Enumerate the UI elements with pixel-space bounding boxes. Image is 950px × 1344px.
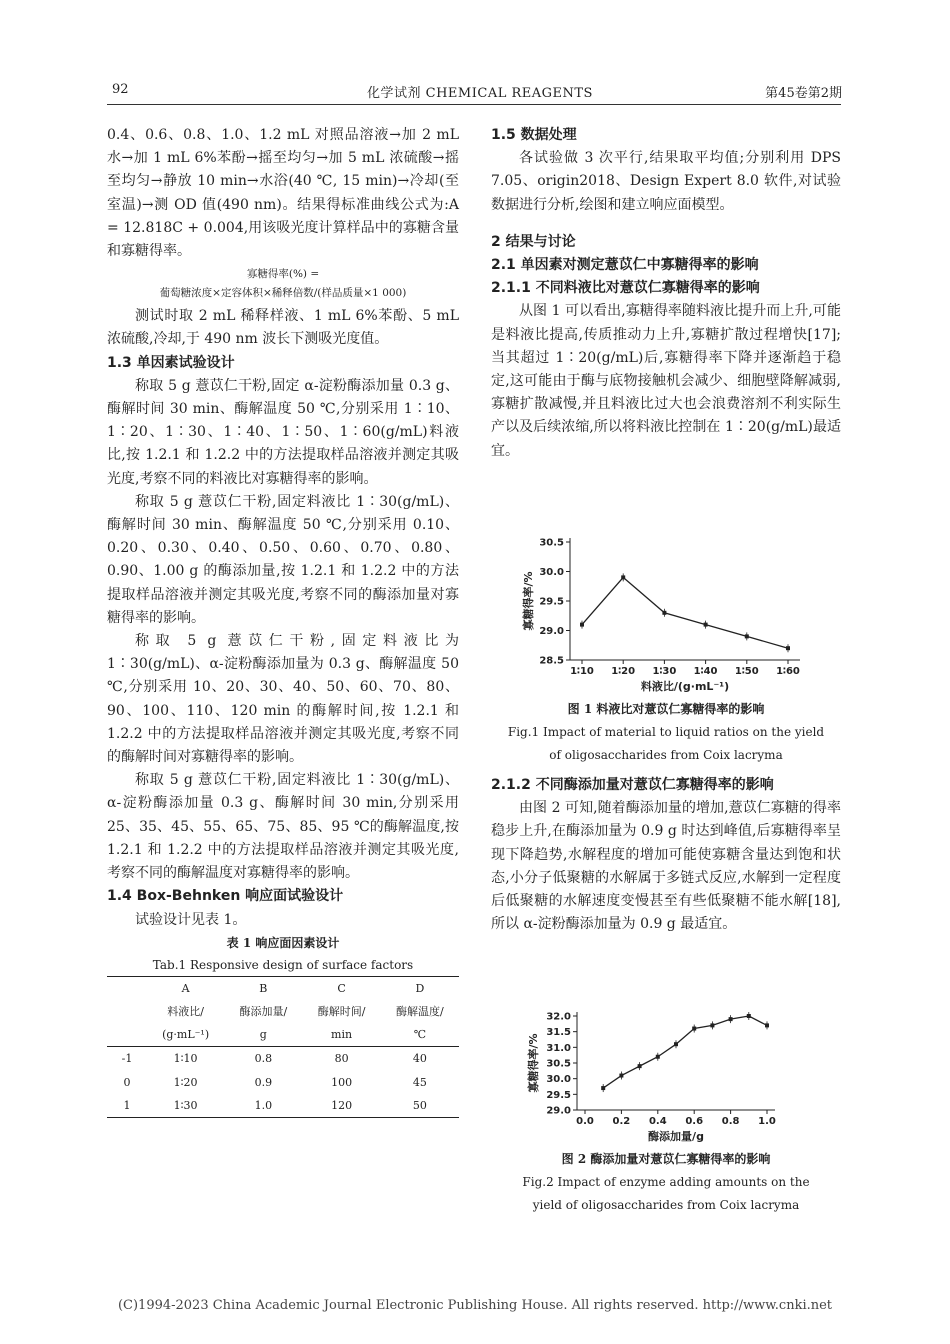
factor-table [107, 976, 459, 1118]
y-tick-label: 29.0 [546, 1105, 571, 1117]
x-tick-label: 0.4 [648, 1116, 667, 1127]
figure-1-caption-en-1: Fig.1 Impact of material to liquid ratios on the yield [507, 725, 825, 739]
x-tick-label: 1∶60 [776, 666, 800, 677]
table-header-cell: ℃ [413, 1028, 426, 1042]
paragraph: 0.4、0.6、0.8、1.0、1.2 mL 对照品溶液→加 2 mL 水→加 1 mL 6%苯酚→摇至均匀→加 5 mL 浓硫酸→摇至均匀→静放 10 min→水浴(40 ℃, 15 min)→冷却(至室温)→测 OD 值(490 nm)。结果得标准曲线公式为:A = 12.818C + 0.004,用该吸光度计算样品中的寡糖含量和寡糖得率。 [107, 127, 459, 260]
x-tick-label: 1∶30 [652, 666, 677, 677]
table-header-cell: D [415, 981, 425, 995]
x-tick-label: 0.0 [576, 1116, 594, 1127]
right-column-top [491, 124, 841, 463]
x-tick-label: 0.2 [612, 1116, 631, 1127]
table-cell: 1 [123, 1098, 131, 1112]
table-header-cell: B [259, 981, 268, 995]
x-tick-label: 1∶20 [611, 666, 636, 677]
paragraph: 各试验做 3 次平行,结果取平均值;分别利用 DPS 7.05、origin2018、Design Expert 8.0 软件,对试验数据进行分析,绘图和建立响应面模型。 [491, 150, 841, 213]
x-tick-label: 1.0 [758, 1116, 776, 1127]
y-tick-label: 30.5 [539, 537, 564, 549]
page-number: 92 [112, 82, 129, 97]
table-header-cell: min [331, 1028, 353, 1042]
y-tick-label: 28.5 [539, 655, 564, 667]
section-heading: 1.3 单因素试验设计 [107, 354, 235, 371]
paragraph: 试验设计见表 1。 [135, 911, 247, 928]
x-axis-title: 酶添加量/g [648, 1130, 704, 1143]
table-cell: 1∶30 [173, 1098, 198, 1112]
table-header-cell: A [181, 981, 190, 995]
journal-name: 化学试剂 CHEMICAL REAGENTS [367, 86, 593, 101]
table-row [107, 1047, 459, 1071]
paragraph: 称取 5 g 薏苡仁干粉,固定料液比 1∶30(g/mL)、α-淀粉酶添加量 0.3 g、酶解时间 30 min,分别采用 25、35、45、55、65、75、85、95 ℃的酶解温度,按 1.2.1 和 1.2.2 中的方法提取样品溶液并测定其吸光度,考察不同的酶解温度对寡糖得率的影响。 [107, 772, 459, 882]
table-header-row [107, 976, 459, 1047]
x-tick-label: 1∶10 [570, 666, 594, 677]
section-heading: 2.1.2 不同酶添加量对薏苡仁寡糖得率的影响 [491, 777, 774, 793]
table-cell: 50 [412, 1098, 427, 1112]
table-cell: -1 [121, 1052, 133, 1066]
table-header-cell: 酶解时间/ [317, 1004, 366, 1018]
table-cell: 0.8 [254, 1052, 273, 1066]
y-tick-label: 29.5 [546, 1089, 571, 1101]
table-cell: 1∶20 [173, 1075, 198, 1089]
x-axis-title: 料液比/(g·mL⁻¹) [640, 680, 730, 693]
header-rule [107, 104, 841, 105]
table-cell: 45 [412, 1075, 427, 1089]
table-cell: 1∶10 [173, 1052, 198, 1066]
y-tick-label: 30.5 [546, 1058, 571, 1070]
copyright-footer: (C)1994-2023 China Academic Journal Electronic Publishing House. All rights reserved. http://www.cnki.net [117, 1298, 833, 1313]
section-heading: 1.5 数据处理 [491, 127, 577, 143]
y-tick-label: 30.0 [546, 1074, 571, 1086]
table-caption-cn: 表 1 响应面因素设计 [226, 935, 340, 950]
formula [107, 265, 459, 303]
y-tick-label: 29.5 [539, 596, 564, 608]
paragraph: 称取 5 g 薏苡仁干粉,固定料液比为 1∶30(g/mL)、α-淀粉酶添加量为 0.3 g、酶解温度 50 ℃,分别采用 10、20、30、40、50、60、70、80、90、100、110、120 min 的酶解时间,按 1.2.1 和 1.2.2 中的方法提取样品溶液并测定其吸光度,考察不同的酶解时间对寡糖得率的影响。 [107, 633, 459, 766]
figure-2-caption-en-2: yield of oligosaccharides from Coix lacryma [532, 1198, 800, 1212]
figure-1-caption-cn: 图 1 料液比对薏苡仁寡糖得率的影响 [567, 702, 765, 716]
table-header-cell: 酶解温度/ [395, 1004, 444, 1018]
table-row [107, 1094, 459, 1118]
table-header-cell: 料液比/ [167, 1004, 204, 1018]
issue-info: 第45卷第2期 [765, 86, 842, 101]
figure-2-caption-en-1: Fig.2 Impact of enzyme adding amounts on the [522, 1175, 810, 1189]
formula-lhs: 寡糖得率(%) = [246, 268, 320, 281]
y-tick-label: 31.5 [546, 1027, 571, 1039]
x-tick-label: 0.6 [685, 1116, 704, 1127]
table-header-cell: (g·mL⁻¹) [162, 1028, 210, 1042]
table-header-cell: 酶添加量/ [239, 1004, 288, 1018]
table-header-cell: g [259, 1028, 267, 1042]
figure-1-caption-en-2: of oligosaccharides from Coix lacryma [549, 748, 783, 762]
series-line [582, 577, 788, 648]
table-header-cell: C [337, 981, 346, 995]
table-cell: 100 [331, 1075, 353, 1089]
right-column-mid [491, 774, 841, 936]
y-tick-label: 29.0 [539, 626, 564, 637]
table-cell: 1.0 [254, 1098, 273, 1112]
paragraph: 称取 5 g 薏苡仁干粉,固定 α-淀粉酶添加量 0.3 g、酶解时间 30 min、酶解温度 50 ℃,分别采用 1∶10、1∶20、1∶30、1∶40、1∶50、1∶60(g/mL)料液比,按 1.2.1 和 1.2.2 中的方法提取样品溶液并测定其吸光度,考察不同的料液比对寡糖得率的影响。 [107, 377, 459, 487]
table-caption-en: Tab.1 Responsive design of surface factors [152, 957, 414, 972]
y-tick-label: 32.0 [546, 1011, 571, 1023]
formula-rhs: 葡萄糖浓度×定容体积×稀释倍数/(样品质量×1 000) [159, 287, 407, 300]
series-line [603, 1016, 767, 1088]
section-heading: 2.1.1 不同料液比对薏苡仁寡糖得率的影响 [491, 280, 760, 297]
paragraph: 称取 5 g 薏苡仁干粉,固定料液比 1∶30(g/mL)、酶解时间 30 min、酶解温度 50 ℃,分别采用 0.10、0.20、0.30、0.40、0.50、0.60、0.70、0.80、0.90、1.00 g 的酶添加量,按 1.2.1 和 1.2.2 中的方法提取样品溶液并测定其吸光度,考察不同的酶添加量对寡糖得率的影响。 [107, 493, 459, 626]
y-tick-label: 31.0 [546, 1042, 571, 1054]
section-heading: 1.4 Box-Behnken 响应面试验设计 [107, 888, 344, 905]
paragraph: 由图 2 可知,随着酶添加量的增加,薏苡仁寡糖的得率稳步上升,在酶添加量为 0.9 g 时达到峰值,后寡糖得率呈现下降趋势,水解程度的增加可能使寡糖含量达到饱和状态,小分子低聚糖的水解属于多链式反应,水解到一定程度后低聚糖的水解速度变慢甚至有些低聚糖不能水解[18],所以 α-淀粉酶添加量为 0.9 g 最适宜。 [491, 800, 841, 933]
table-cell: 40 [412, 1052, 427, 1066]
table-row [107, 1071, 459, 1094]
figure-2-chart [525, 1008, 795, 1146]
y-tick-label: 30.0 [539, 567, 564, 578]
table-cell: 0 [123, 1075, 131, 1089]
x-tick-label: 1∶40 [693, 666, 718, 677]
figure-1-chart [520, 530, 810, 700]
paragraph: 测试时取 2 mL 稀释样液、1 mL 6%苯酚、5 mL 浓硫酸,冷却,于 490 nm 波长下测吸光度值。 [107, 308, 459, 348]
x-tick-label: 1∶50 [734, 666, 759, 677]
figure-2-caption-cn: 图 2 酶添加量对薏苡仁寡糖得率的影响 [561, 1152, 771, 1166]
paragraph: 从图 1 可以看出,寡糖得率随料液比提升而上升,可能是料液比提高,传质推动力上升,寡糖扩散过程增快[17];当其超过 1∶20(g/mL)后,寡糖得率下降并逐渐趋于稳定,这可能由于酶与底物接触机会减少、细胞壁降解减弱,寡糖扩散减慢,并且料液比过大也会浪费溶剂不利实际生产以及后续浓缩,所以将料液比控制在 1∶20(g/mL)最适宜。 [491, 303, 841, 459]
table-cell: 120 [331, 1098, 353, 1112]
y-axis-title: 寡糖得率/% [527, 1033, 540, 1093]
left-column [107, 124, 459, 1118]
table-cell: 80 [334, 1052, 349, 1066]
x-tick-label: 0.8 [721, 1116, 740, 1127]
section-heading: 2 结果与讨论 [491, 233, 576, 250]
section-heading: 2.1 单因素对测定薏苡仁中寡糖得率的影响 [491, 257, 759, 274]
y-axis-title: 寡糖得率/% [522, 571, 535, 631]
table-cell: 0.9 [254, 1075, 273, 1089]
